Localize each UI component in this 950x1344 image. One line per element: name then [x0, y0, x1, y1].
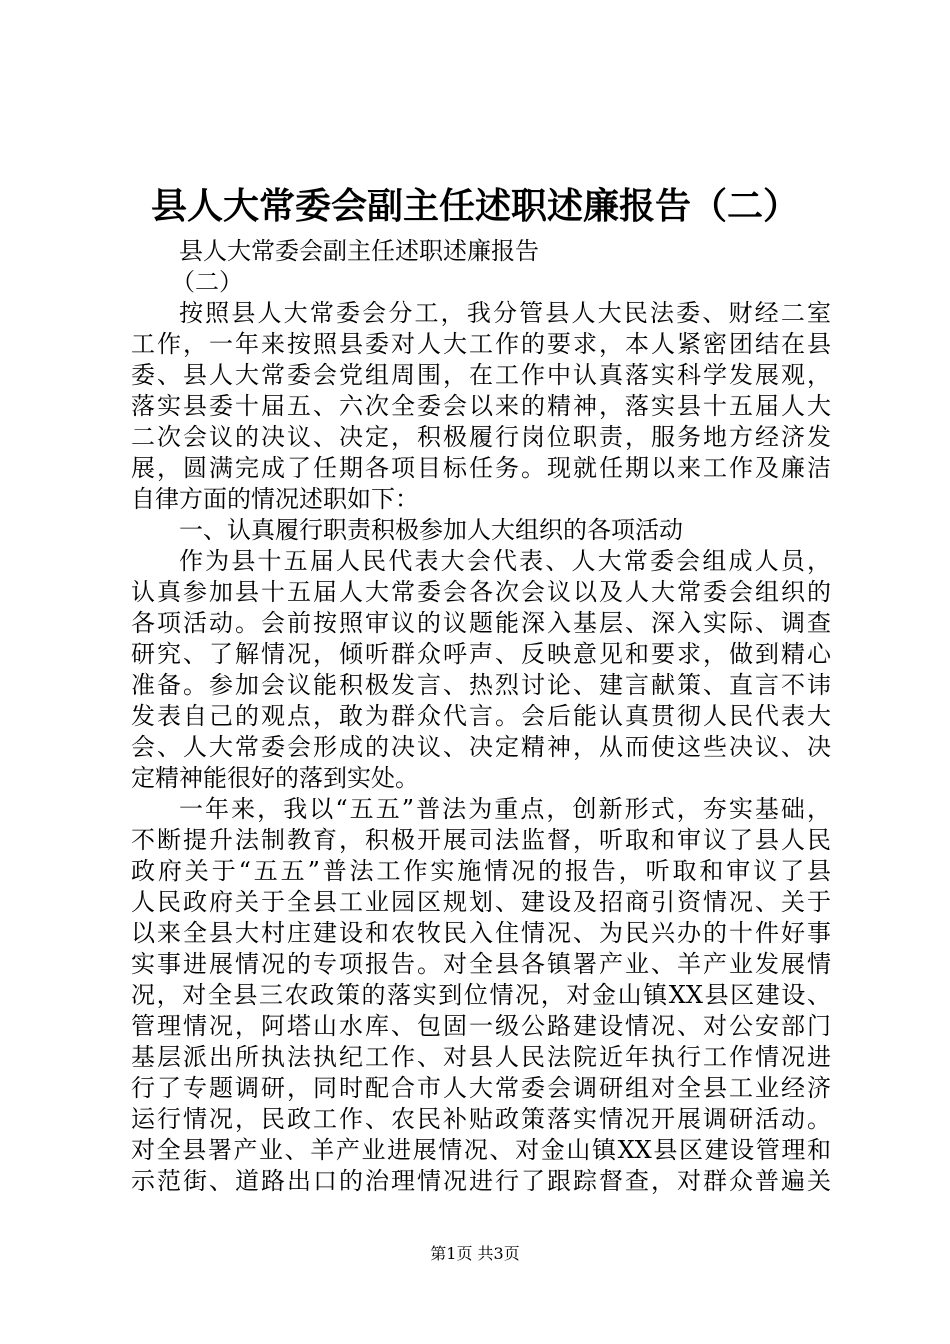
text-line: 发表自己的观点，敢为群众代言。会后能认真贯彻人民代表大: [131, 702, 831, 730]
document-title: 县人大常委会副主任述职述廉报告（二）: [150, 185, 799, 227]
section-heading: 一、认真履行职责积极参加人大组织的各项活动: [179, 516, 683, 544]
text-line: 工作，一年来按照县委对人大工作的要求，本人紧密团结在县: [131, 330, 831, 358]
text-line: 认真参加县十五届人大常委会各次会议以及人大常委会组织的: [131, 578, 831, 606]
text-line: 按照县人大常委会分工，我分管县人大民法委、财经二室: [179, 299, 831, 327]
text-line: 示范街、道路出口的治理情况进行了跟踪督查，对群众普遍关: [131, 1167, 831, 1195]
text-line: 二次会议的决议、决定，积极履行岗位职责，服务地方经济发: [131, 423, 831, 451]
text-line: 展，圆满完成了任期各项目标任务。现就任期以来工作及廉洁: [131, 454, 831, 482]
text-line: 作为县十五届人民代表大会代表、人大常委会组成人员，: [179, 547, 831, 575]
text-line: 政府关于“五五”普法工作实施情况的报告，听取和审议了县: [131, 857, 831, 885]
text-line: 研究、了解情况，倾听群众呼声、反映意见和要求，做到精心: [131, 640, 831, 668]
subtitle-number-line: （二）: [171, 268, 243, 296]
document-body: [131, 236, 831, 1197]
text-line: 不断提升法制教育，积极开展司法监督，听取和审议了县人民: [131, 826, 831, 854]
text-line: 定精神能很好的落到实处。: [131, 764, 419, 792]
text-line: 委、县人大常委会党组周围，在工作中认真落实科学发展观，: [131, 361, 831, 389]
page-footer: 第1页 共3页: [430, 1244, 520, 1263]
subtitle-line: 县人大常委会副主任述职述廉报告: [179, 237, 539, 265]
text-line: 实事进展情况的专项报告。对全县各镇署产业、羊产业发展情: [131, 950, 831, 978]
text-line: 况，对全县三农政策的落实到位情况，对金山镇XX县区建设、: [131, 981, 831, 1009]
text-line: 自律方面的情况述职如下：: [131, 485, 419, 513]
text-line: 行了专题调研，同时配合市人大常委会调研组对全县工业经济: [131, 1074, 831, 1102]
text-line: 落实县委十届五、六次全委会以来的精神，落实县十五届人大: [131, 392, 831, 420]
text-line: 人民政府关于全县工业园区规划、建设及招商引资情况、关于: [131, 888, 831, 916]
text-line: 管理情况，阿塔山水库、包固一级公路建设情况、对公安部门: [131, 1012, 831, 1040]
text-line: 准备。参加会议能积极发言、热烈讨论、建言献策、直言不讳: [131, 671, 831, 699]
text-line: 一年来，我以“五五”普法为重点，创新形式，夯实基础，: [179, 795, 831, 823]
text-line: 各项活动。会前按照审议的议题能深入基层、深入实际、调查: [131, 609, 831, 637]
text-line: 基层派出所执法执纪工作、对县人民法院近年执行工作情况进: [131, 1043, 831, 1071]
text-line: 以来全县大村庄建设和农牧民入住情况、为民兴办的十件好事: [131, 919, 831, 947]
text-line: 运行情况，民政工作、农民补贴政策落实情况开展调研活动。: [131, 1105, 831, 1133]
text-line: 对全县署产业、羊产业进展情况、对金山镇XX县区建设管理和: [131, 1136, 831, 1164]
text-line: 会、人大常委会形成的决议、决定精神，从而使这些决议、决: [131, 733, 831, 761]
